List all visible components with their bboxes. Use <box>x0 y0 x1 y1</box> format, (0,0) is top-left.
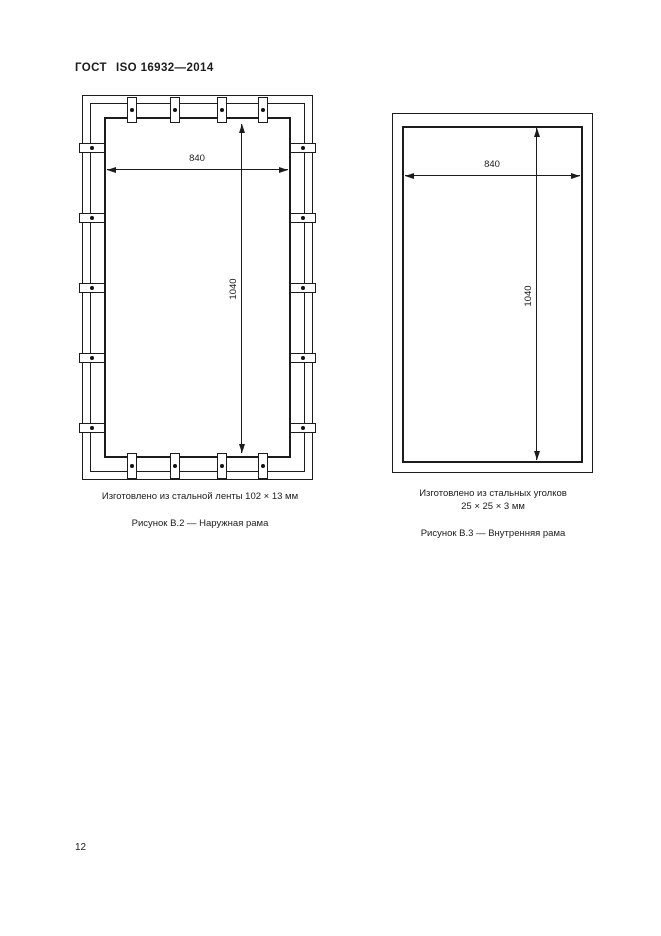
frame-clip <box>290 423 316 433</box>
frame-clip <box>290 283 316 293</box>
bolt-icon <box>90 286 95 291</box>
dim-label-height: 1040 <box>228 278 239 300</box>
arrowhead-up-icon <box>239 124 245 133</box>
frame-clip <box>170 453 180 479</box>
bolt-icon <box>90 356 95 361</box>
bolt-icon <box>301 356 306 361</box>
figure-b3-material-note-line2: 25 × 25 × 3 мм <box>461 501 525 512</box>
bolt-icon <box>90 146 95 151</box>
frame-clip <box>79 213 105 223</box>
frame-clip <box>258 97 268 123</box>
bolt-icon <box>301 286 306 291</box>
dim-line-height <box>241 124 242 453</box>
arrowhead-left-icon <box>405 173 414 179</box>
bolt-icon <box>261 108 266 113</box>
frame-clip <box>79 353 105 363</box>
inner-frame-inner-edge <box>402 126 583 463</box>
frame-clip <box>170 97 180 123</box>
dim-label-width: 840 <box>189 153 205 164</box>
dim-label-width: 840 <box>484 159 500 170</box>
header-org: ГОСТ <box>75 62 107 74</box>
frame-clip <box>290 143 316 153</box>
bolt-icon <box>90 426 95 431</box>
frame-clip <box>79 283 105 293</box>
page-header <box>75 62 214 74</box>
arrowhead-up-icon <box>534 128 540 137</box>
arrowhead-down-icon <box>239 444 245 453</box>
bolt-icon <box>173 464 178 469</box>
arrowhead-right-icon <box>571 173 580 179</box>
figure-b3-drawing <box>392 113 593 473</box>
frame-clip <box>290 353 316 363</box>
frame-clip <box>127 453 137 479</box>
frame-clip <box>127 97 137 123</box>
dim-line-height <box>536 128 537 460</box>
bolt-icon <box>301 146 306 151</box>
frame-clip <box>217 453 227 479</box>
header-standard-number: ISO 16932—2014 <box>115 62 214 74</box>
dim-line-width <box>107 169 288 170</box>
frame-clip <box>217 97 227 123</box>
bolt-icon <box>301 216 306 221</box>
bolt-icon <box>90 216 95 221</box>
frame-clip <box>79 423 105 433</box>
figure-b2-caption: Рисунок В.2 — Наружная рама <box>131 518 269 529</box>
bolt-icon <box>301 426 306 431</box>
frame-clip <box>290 213 316 223</box>
bolt-icon <box>220 108 225 113</box>
bolt-icon <box>130 464 135 469</box>
bolt-icon <box>220 464 225 469</box>
figure-b3-material-note-line1: Изготовлено из стальных уголков <box>419 488 567 499</box>
arrowhead-down-icon <box>534 451 540 460</box>
dim-line-width <box>405 175 580 176</box>
dim-label-height: 1040 <box>523 285 534 307</box>
page-number: 12 <box>75 842 87 853</box>
frame-clip <box>79 143 105 153</box>
frame-clip <box>258 453 268 479</box>
bolt-icon <box>261 464 266 469</box>
arrowhead-right-icon <box>279 167 288 173</box>
figure-b2-material-note: Изготовлено из стальной ленты 102 × 13 мм <box>101 491 299 502</box>
bolt-icon <box>173 108 178 113</box>
bolt-icon <box>130 108 135 113</box>
figure-b3-caption: Рисунок В.3 — Внутренняя рама <box>420 528 566 539</box>
figure-b2-drawing <box>82 95 313 480</box>
arrowhead-left-icon <box>107 167 116 173</box>
